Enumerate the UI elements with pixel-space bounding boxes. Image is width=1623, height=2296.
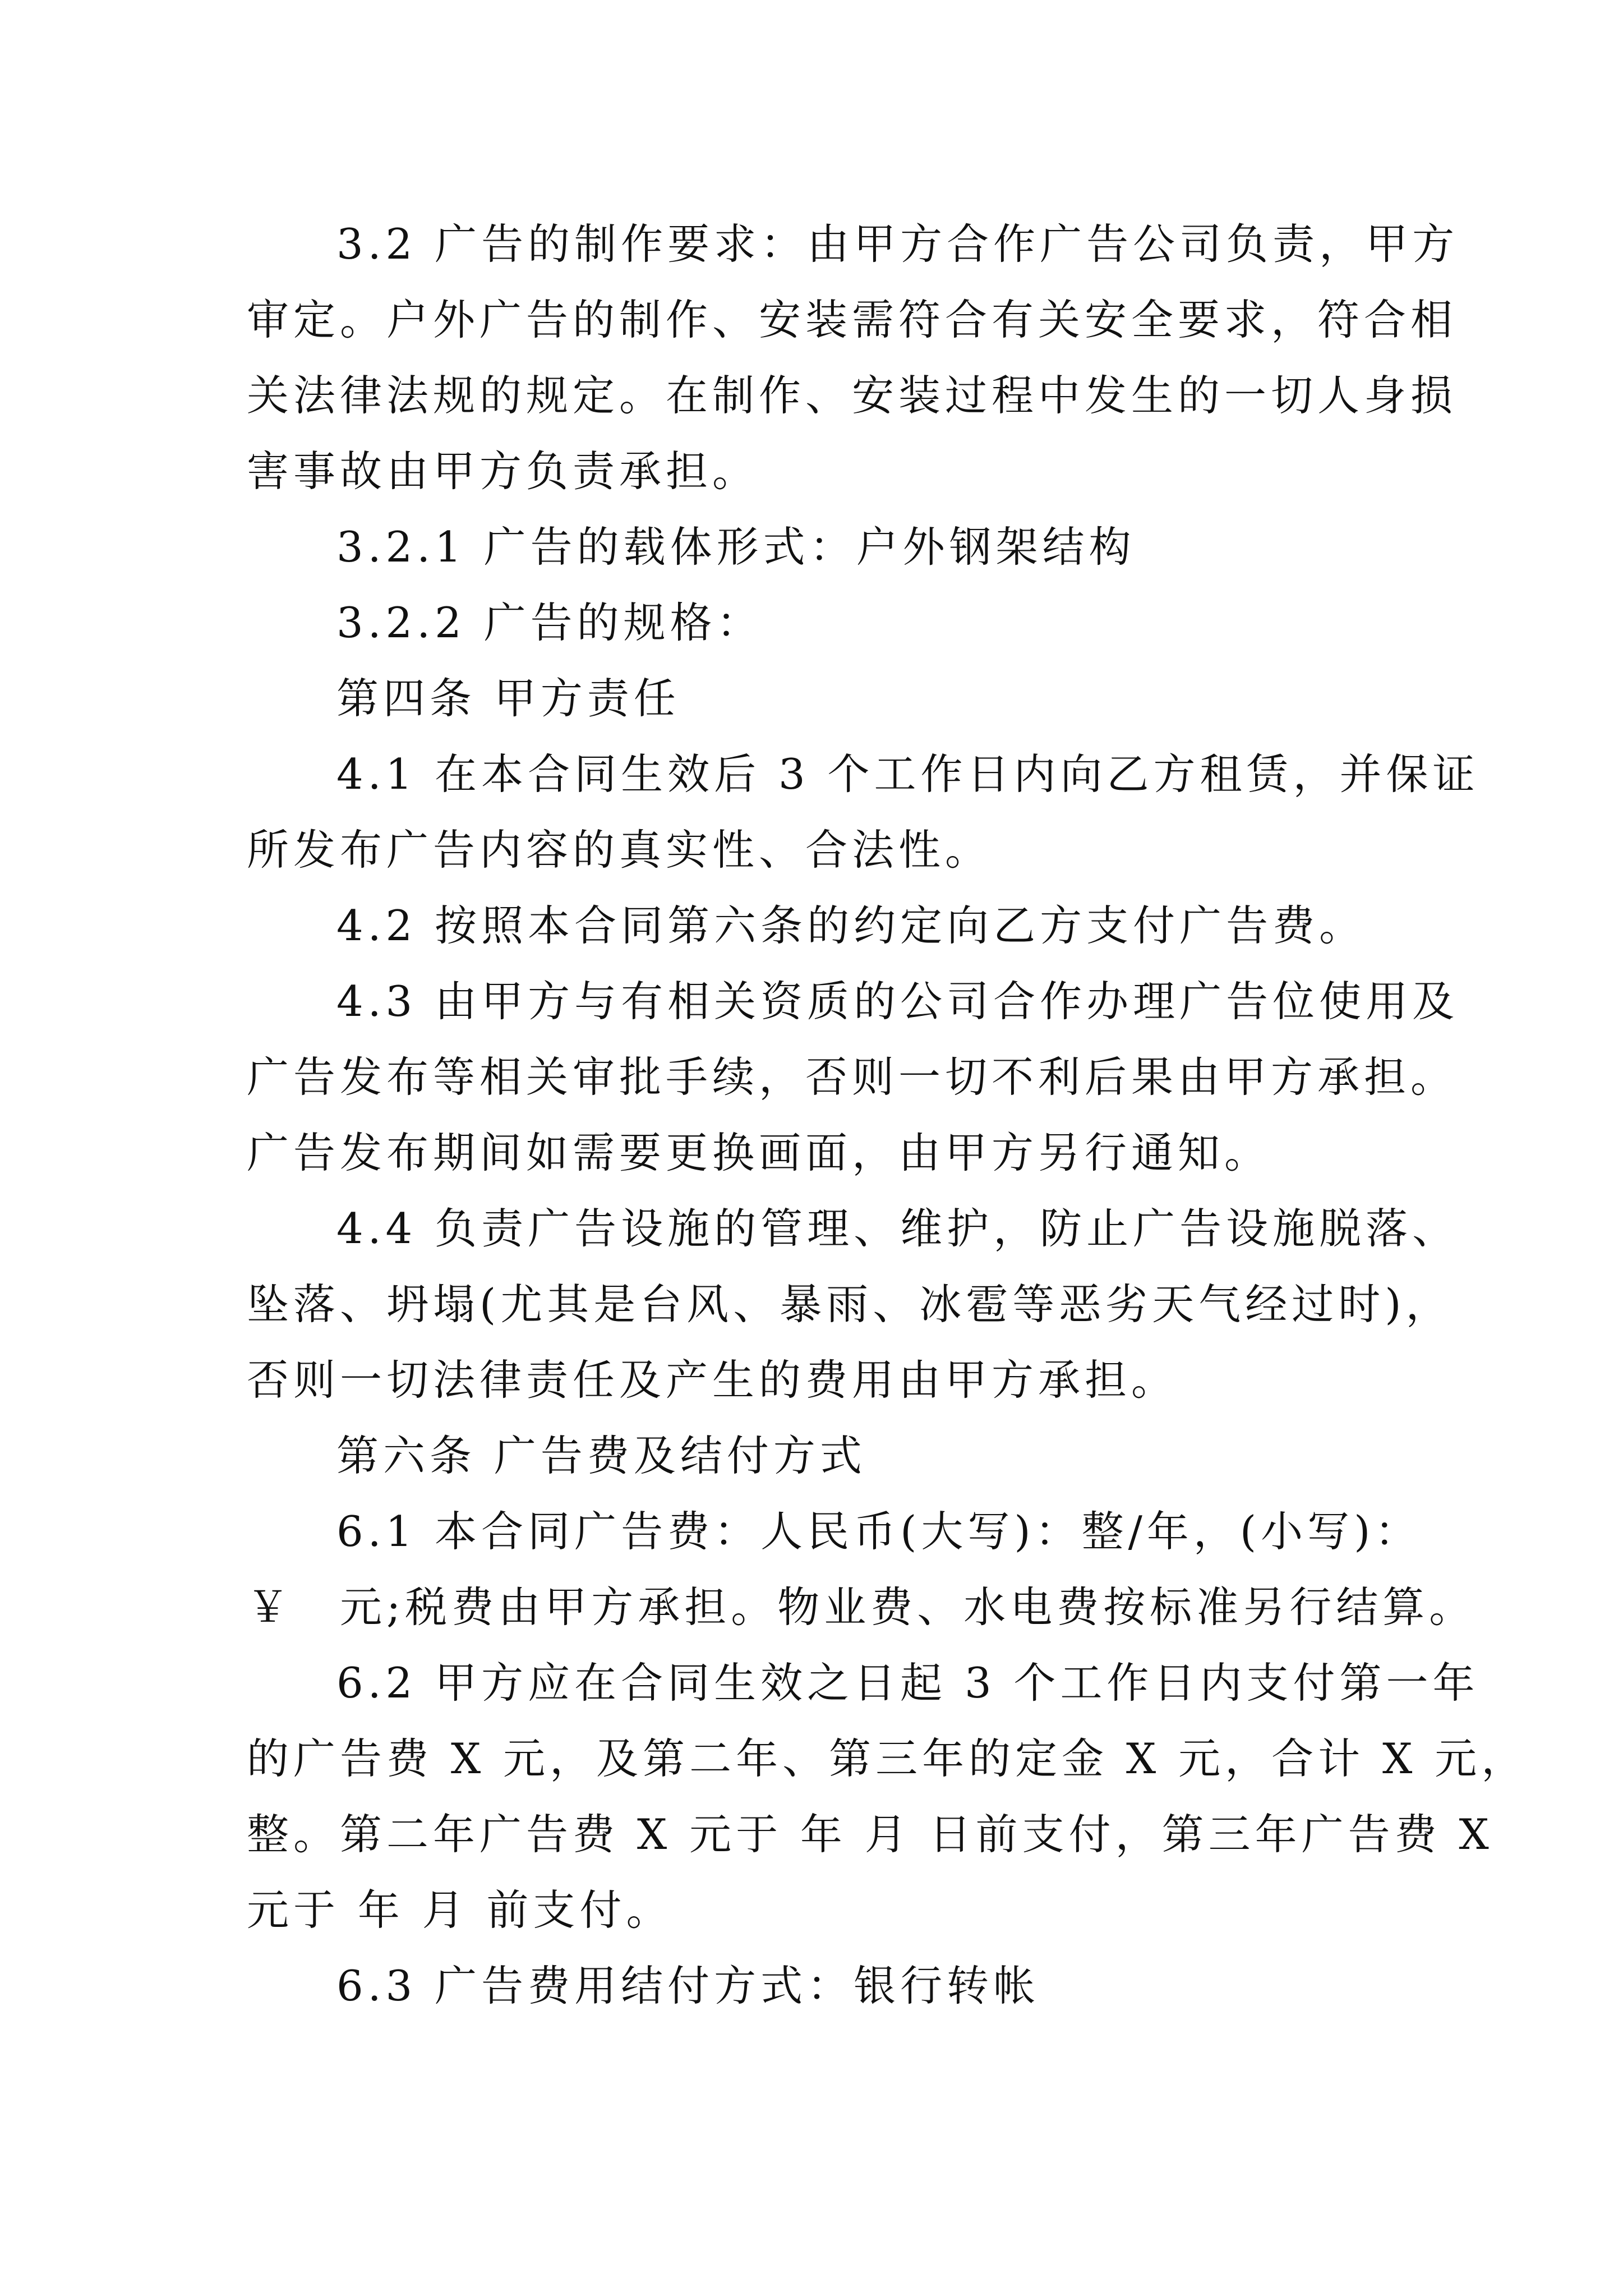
paragraph-3-2-line-3: 关法律法规的规定。在制作、安装过程中发生的一切人身损 — [247, 371, 1458, 420]
paragraph-4-1-line-1: 4.1 在本合同生效后 3 个工作日内向乙方租赁，并保证 — [336, 749, 1479, 799]
paragraph-4-3-line-3: 广告发布期间如需要更换画面，由甲方另行通知。 — [247, 1128, 1271, 1177]
paragraph-6-1-line-1: 6.1 本合同广告费：人民币(大写)：整/年，(小写)： — [336, 1507, 1422, 1556]
paragraph-6-2-line-4: 元于 年 月 前支付。 — [247, 1885, 673, 1935]
paragraph-4-4-line-2: 坠落、坍塌(尤其是台风、暴雨、冰雹等恶劣天气经过时)， — [247, 1280, 1453, 1329]
paragraph-3-2-line-4: 害事故由甲方负责承担。 — [247, 447, 759, 496]
section-heading-article-6: 第六条 广告费及结付方式 — [336, 1431, 866, 1480]
paragraph-6-2-line-1: 6.2 甲方应在合同生效之日起 3 个工作日内支付第一年 — [336, 1658, 1479, 1708]
paragraph-4-1-line-2: 所发布广告内容的真实性、合法性。 — [247, 825, 992, 875]
paragraph-4-4-line-3: 否则一切法律责任及产生的费用由甲方承担。 — [247, 1355, 1178, 1405]
paragraph-4-3-line-1: 4.3 由甲方与有相关资质的公司合作办理广告位使用及 — [336, 977, 1459, 1026]
paragraph-6-3: 6.3 广告费用结付方式：银行转帐 — [336, 1961, 1040, 2010]
section-heading-article-4: 第四条 甲方责任 — [336, 674, 680, 723]
paragraph-6-2-line-2: 的广告费 X 元，及第二年、第三年的定金 X 元，合计 X 元， — [247, 1734, 1528, 1783]
clause-3-2-1: 3.2.1 广告的载体形式：户外钢架结构 — [336, 522, 1136, 572]
paragraph-3-2-line-2: 审定。户外广告的制作、安装需符合有关安全要求，符合相 — [247, 295, 1458, 344]
paragraph-4-4-line-1: 4.4 负责广告设施的管理、维护，防止广告设施脱落、 — [336, 1204, 1459, 1253]
paragraph-3-2-line-1: 3.2 广告的制作要求：由甲方合作广告公司负责，甲方 — [336, 219, 1459, 269]
paragraph-6-2-line-3: 整。第二年广告费 X 元于 年 月 日前支付，第三年广告费 X — [247, 1810, 1493, 1859]
clause-3-2-2: 3.2.2 广告的规格： — [336, 598, 763, 647]
paragraph-6-1-line-2: ￥ 元;税费由甲方承担。物业费、水电费按标准另行结算。 — [247, 1582, 1476, 1632]
paragraph-4-3-line-2: 广告发布等相关审批手续，否则一切不利后果由甲方承担。 — [247, 1052, 1458, 1102]
paragraph-4-2: 4.2 按照本合同第六条的约定向乙方支付广告费。 — [336, 901, 1366, 950]
